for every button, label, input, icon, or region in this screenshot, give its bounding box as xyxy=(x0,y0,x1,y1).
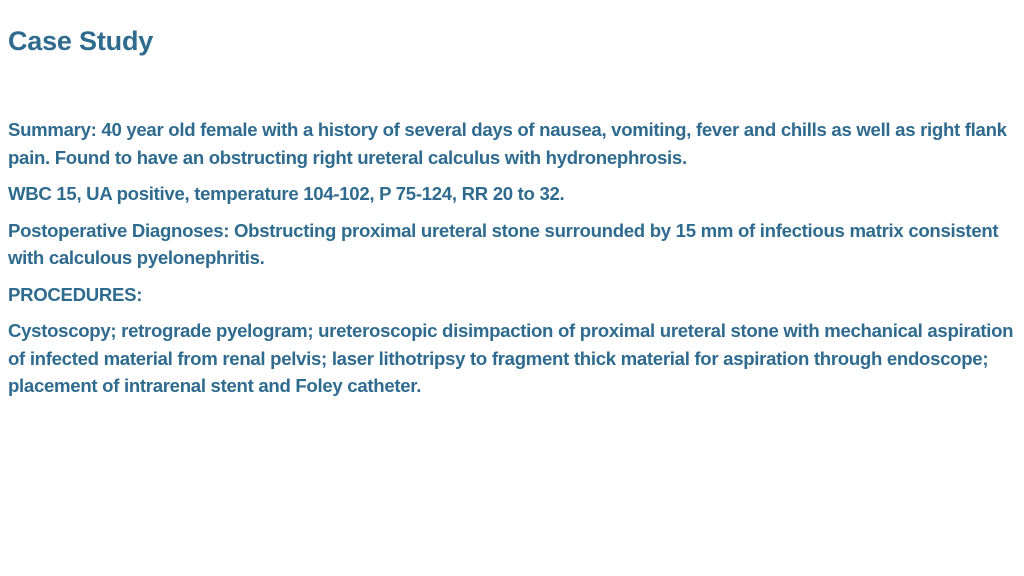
slide-title: Case Study xyxy=(8,26,154,56)
procedures-paragraph: Cystoscopy; retrograde pyelogram; ureteroscopic disimpaction of proximal ureteral stone with mechanical aspiration of infected material from renal pelvis; laser lithotripsy to fragment thick material for aspiration through endoscope; placement of intrarenal stent and Foley catheter. xyxy=(8,320,1014,396)
labs-paragraph: WBC 15, UA positive, temperature 104-102, P 75-124, RR 20 to 32. xyxy=(8,183,565,204)
procedures-heading: PROCEDURES: xyxy=(8,283,143,305)
slide-body xyxy=(8,116,1018,409)
summary-paragraph: Summary: 40 year old female with a history of several days of nausea, vomiting, fever and chills as well as right flank pain. Found to have an obstructing right ureteral calculus with hydronephrosis. xyxy=(8,119,1007,168)
diagnoses-paragraph: Postoperative Diagnoses: Obstructing proximal ureteral stone surrounded by 15 mm of infectious matrix consistent with calculous pyelonephritis. xyxy=(8,219,999,268)
